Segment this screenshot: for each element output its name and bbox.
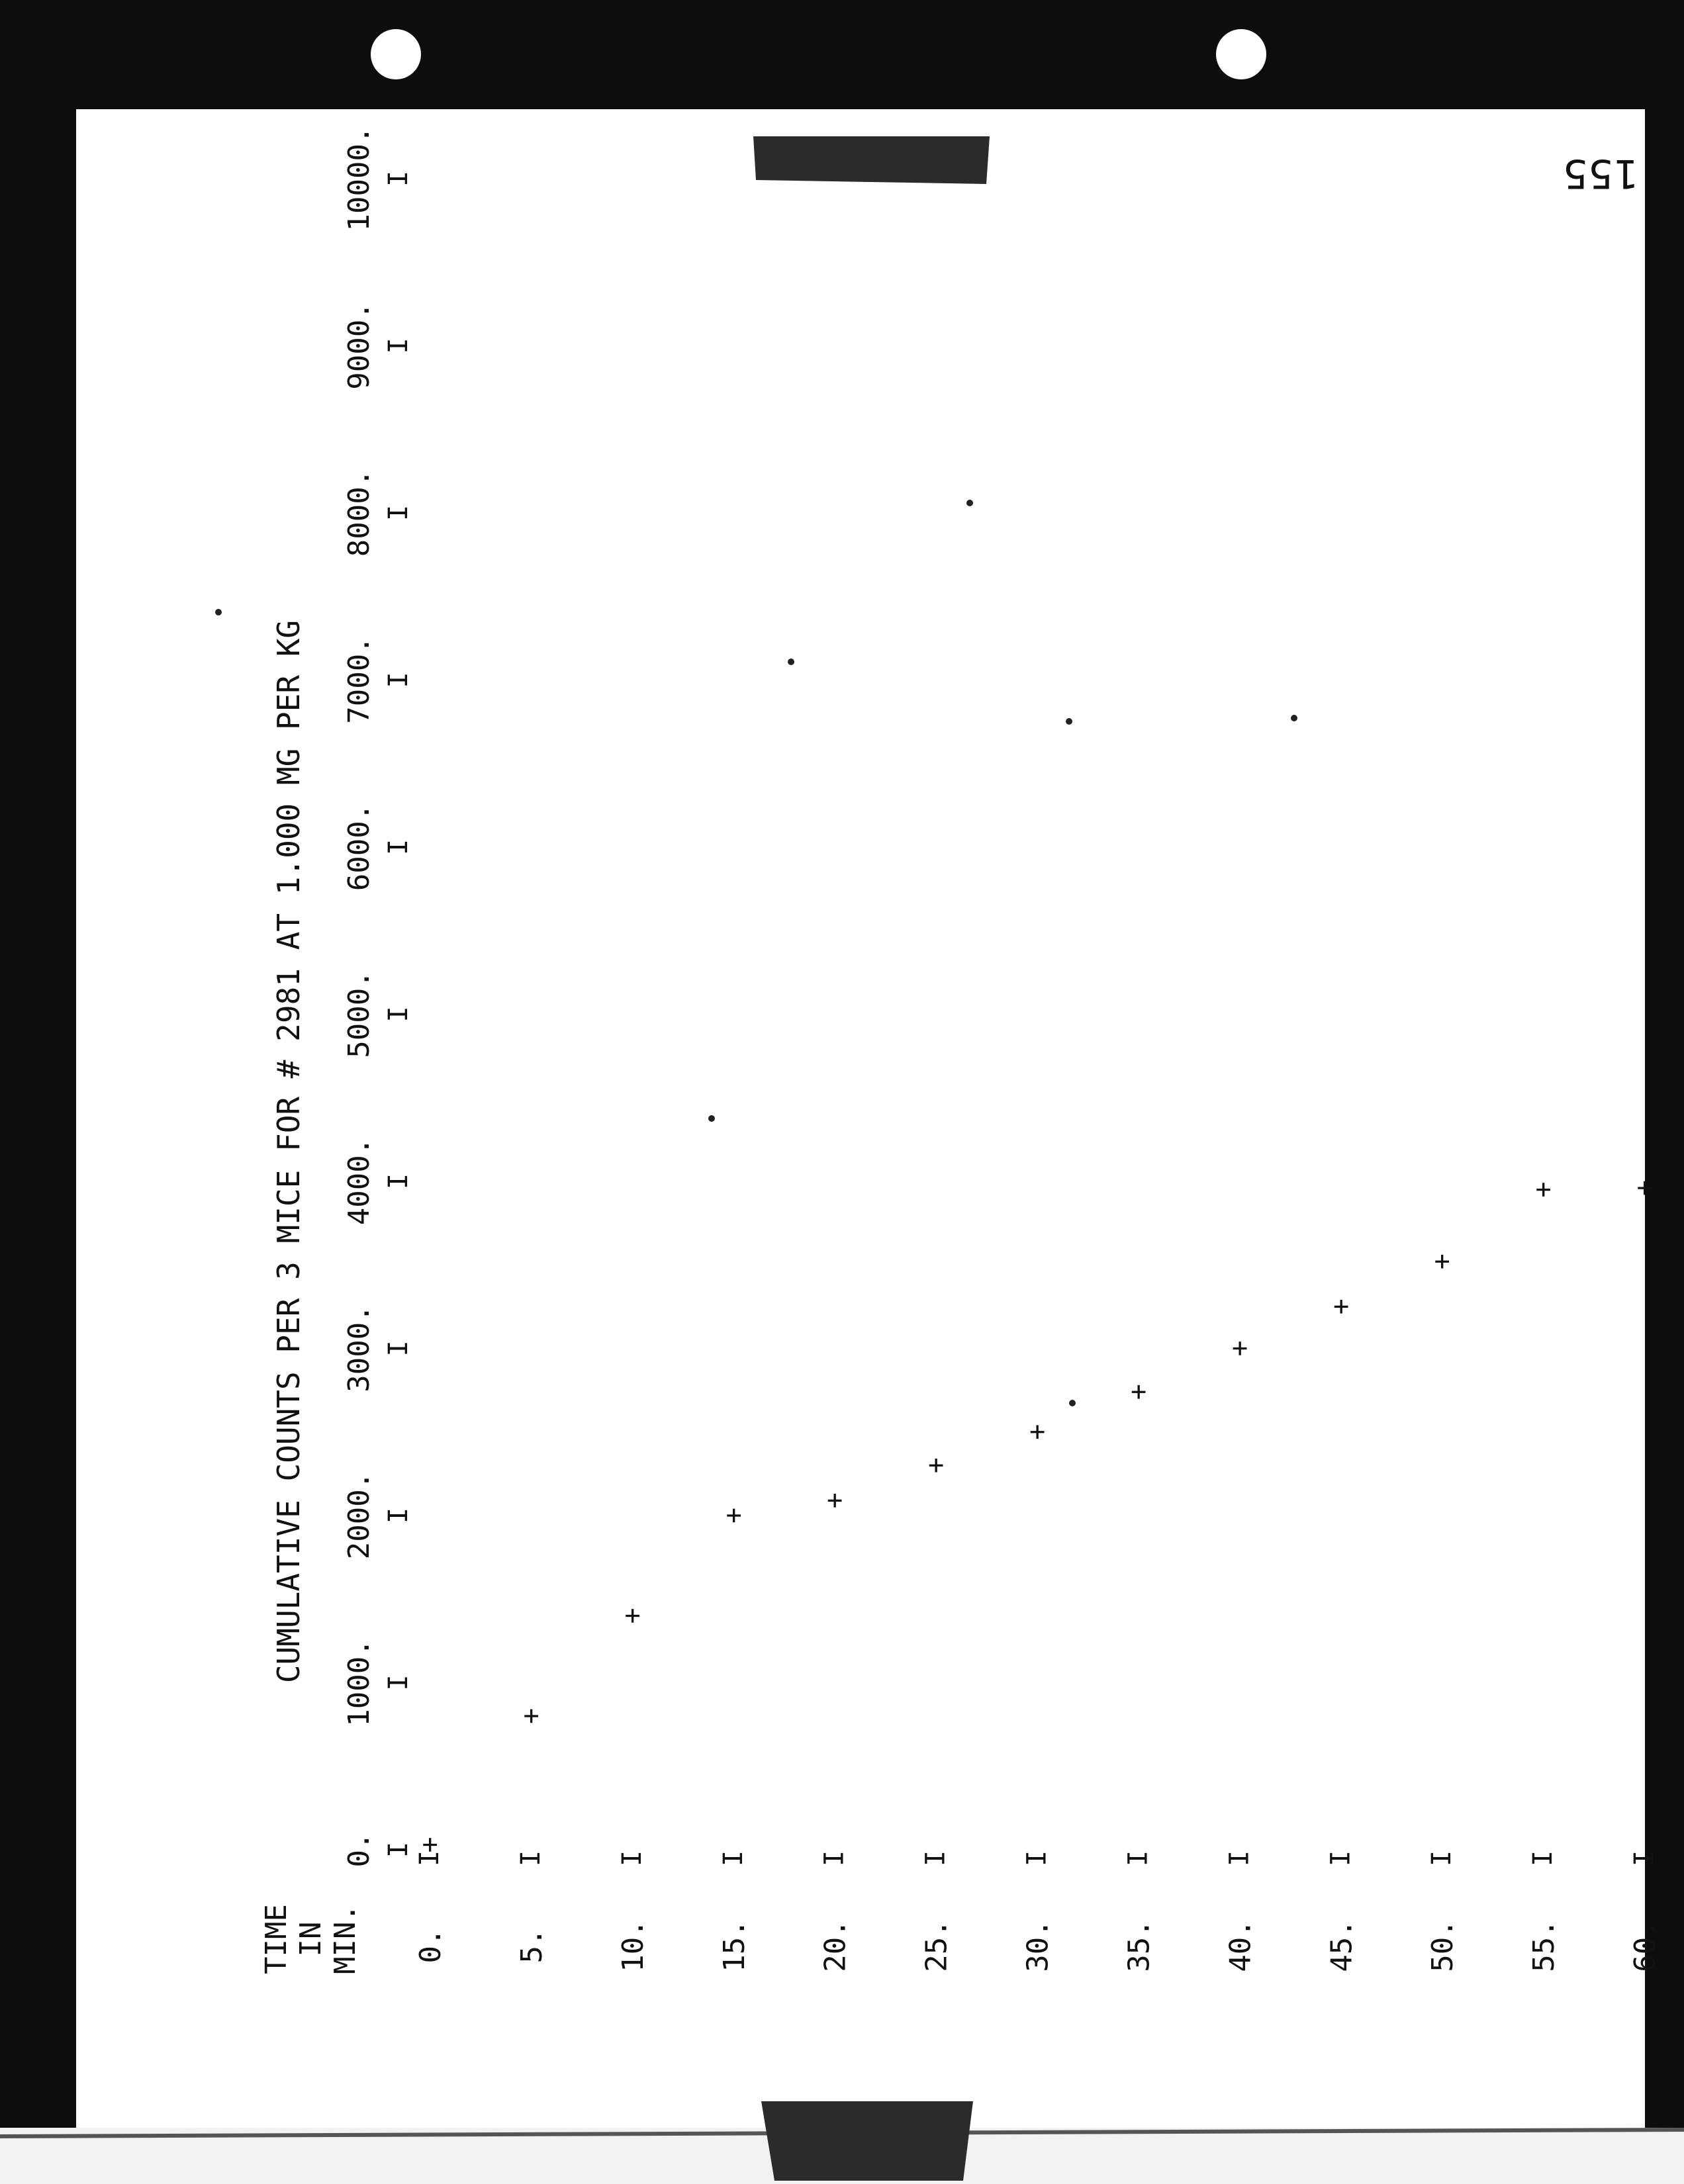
scan-speck [966, 500, 973, 506]
baseline-mark: I [1224, 1850, 1255, 1867]
x-tick-label: 6000. [342, 803, 376, 891]
data-point: + [1528, 1181, 1559, 1198]
data-point: + [718, 1507, 749, 1524]
x-tick-label: 2000. [342, 1471, 376, 1560]
y-axis-label-line2: IN [294, 1921, 328, 1957]
baseline-mark: I [515, 1850, 546, 1867]
data-point: + [1123, 1384, 1154, 1400]
chart-title: CUMULATIVE COUNTS PER 3 MICE FOR # 2981 AT 1.000 MG PER KG [271, 619, 306, 1684]
x-tick-mark: I [383, 1507, 414, 1524]
scan-speck [215, 609, 222, 615]
data-point: + [616, 1608, 647, 1624]
data-point: + [1021, 1424, 1052, 1440]
x-tick-label: 9000. [342, 302, 376, 390]
data-point: + [920, 1457, 951, 1474]
baseline-mark: I [819, 1850, 850, 1867]
x-tick-mark: I [383, 504, 414, 522]
x-tick-mark: I [383, 170, 414, 187]
y-tick-label: 5. [514, 1928, 549, 1964]
data-point: + [1427, 1253, 1458, 1270]
x-tick-label: 3000. [342, 1304, 376, 1392]
x-tick-mark: I [383, 1173, 414, 1190]
scan-speck [708, 1115, 715, 1122]
x-tick-label: 5000. [342, 970, 376, 1058]
y-tick-label: 15. [717, 1919, 751, 1972]
data-point: + [1224, 1340, 1255, 1357]
y-tick-label: 50. [1426, 1919, 1460, 1972]
baseline-mark: I [1528, 1850, 1559, 1867]
y-tick-label: 40. [1223, 1919, 1258, 1972]
x-tick-label: 7000. [342, 636, 376, 724]
y-tick-label: 25. [919, 1919, 954, 1972]
x-tick-mark: I [383, 338, 414, 354]
x-tick-label: 0. [342, 1832, 376, 1868]
data-point: + [515, 1707, 546, 1725]
y-tick-label: 20. [818, 1919, 853, 1972]
scan-speck [1069, 1400, 1076, 1406]
data-point: + [1325, 1298, 1356, 1315]
paper-sheet [76, 109, 1645, 2128]
y-tick-label: 10. [616, 1919, 650, 1972]
tape-patch-top [753, 136, 990, 184]
y-tick-label: 45. [1325, 1919, 1359, 1972]
x-tick-label: 8000. [342, 469, 376, 557]
x-tick-mark: I [383, 1006, 414, 1023]
data-point: + [819, 1492, 850, 1509]
baseline-mark: I [1427, 1850, 1458, 1867]
scan-speck [1291, 715, 1297, 721]
page-number: 155 [1562, 150, 1639, 197]
data-point: + [1629, 1180, 1660, 1197]
scan-speck [1066, 718, 1072, 725]
y-tick-label: 35. [1122, 1919, 1156, 1972]
baseline-mark: I [1123, 1850, 1154, 1867]
y-tick-label: 0. [414, 1928, 447, 1964]
punch-hole-left [371, 29, 421, 79]
baseline-mark: I [920, 1850, 951, 1867]
x-tick-mark: I [383, 1674, 414, 1691]
data-point: + [414, 1837, 445, 1853]
baseline-mark: I [718, 1850, 749, 1867]
y-tick-label: 60. [1628, 1919, 1662, 1972]
tape-patch-bottom [761, 2101, 973, 2181]
x-tick-mark: I [383, 1841, 414, 1858]
scan-speck [788, 659, 794, 665]
x-tick-label: 10000. [342, 126, 376, 232]
baseline-mark: I [1021, 1850, 1052, 1867]
x-tick-mark: I [383, 672, 414, 688]
y-axis-label-line3: MIN. [328, 1904, 362, 1974]
y-tick-label: 30. [1021, 1919, 1055, 1972]
x-tick-mark: I [383, 1340, 414, 1357]
baseline-mark: I [616, 1850, 647, 1867]
y-axis-label-line1: TIME [259, 1904, 293, 1974]
baseline-mark: I [1629, 1850, 1660, 1867]
baseline-mark: I [1325, 1850, 1356, 1867]
x-tick-mark: I [383, 839, 414, 856]
x-tick-label: 1000. [342, 1639, 376, 1727]
x-tick-label: 4000. [342, 1137, 376, 1226]
baseline-mark: I [414, 1850, 445, 1867]
y-tick-label: 55. [1527, 1919, 1562, 1972]
punch-hole-right [1216, 29, 1266, 79]
